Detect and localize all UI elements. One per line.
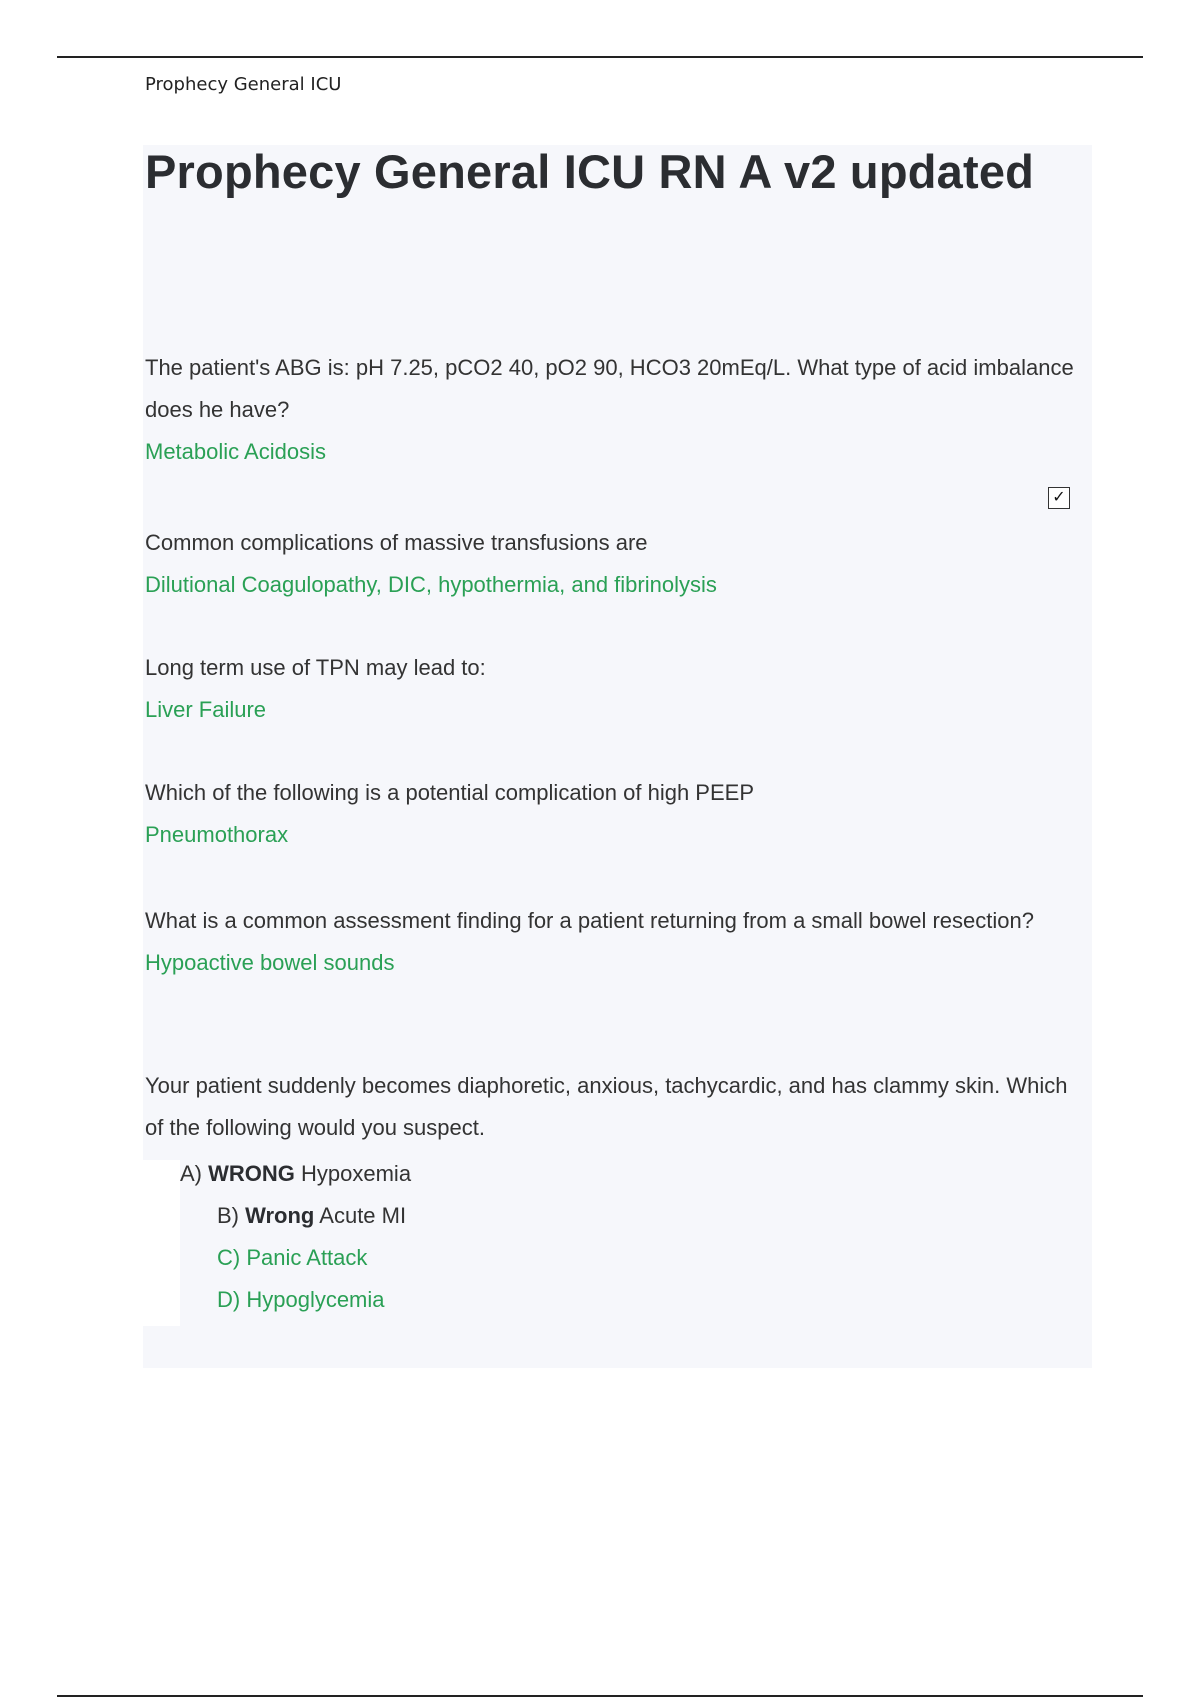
option-b [180, 1195, 780, 1237]
option-a [180, 1153, 780, 1195]
option-text: Panic Attack [246, 1245, 368, 1270]
question-text: What is a common assessment finding for a patient returning from a small bowel resection? [145, 908, 1034, 933]
qa-item-1 [145, 347, 1090, 473]
question-text: Common complications of massive transfusions are [145, 530, 648, 555]
qa-item-3 [145, 647, 1090, 731]
question-text: Long term use of TPN may lead to: [145, 655, 486, 680]
option-text: Hypoglycemia [246, 1287, 385, 1312]
checkbox-checked-icon[interactable]: ✓ [1048, 487, 1070, 509]
document-title: Prophecy General ICU RN A v2 updated [145, 145, 1035, 198]
option-text: Acute MI [319, 1203, 407, 1228]
options-indent-gap [143, 1160, 180, 1326]
answer-text: Metabolic Acidosis [145, 439, 326, 464]
question-text: The patient's ABG is: pH 7.25, pCO2 40, pO2 90, HCO3 20mEq/L. What type of acid imbalance does he have? [145, 355, 1074, 422]
option-verdict: WRONG [208, 1161, 295, 1186]
option-c [180, 1237, 780, 1279]
option-verdict: Wrong [245, 1203, 315, 1228]
qa-item-2 [145, 522, 1090, 606]
answer-text: Hypoactive bowel sounds [145, 950, 395, 975]
option-d [180, 1279, 780, 1321]
option-letter: A) [180, 1161, 202, 1186]
question-text: Your patient suddenly becomes diaphoretic, anxious, tachycardic, and has clammy skin. Which of the following would you suspect. [145, 1073, 1068, 1140]
answer-text: Dilutional Coagulopathy, DIC, hypothermia, and fibrinolysis [145, 572, 717, 597]
answer-options [180, 1153, 780, 1321]
qa-item-5 [145, 900, 1090, 984]
option-letter: C) [217, 1245, 241, 1270]
answer-text: Liver Failure [145, 697, 267, 722]
question-text: Which of the following is a potential complication of high PEEP [145, 780, 754, 805]
answer-text: Pneumothorax [145, 822, 289, 847]
option-text: Hypoxemia [301, 1161, 412, 1186]
qa-item-4 [145, 772, 1090, 856]
option-letter: D) [217, 1287, 241, 1312]
qa-item-6 [145, 1065, 1090, 1149]
top-rule [57, 56, 1143, 58]
running-header: Prophecy General ICU [145, 74, 342, 95]
bottom-rule [57, 1695, 1143, 1697]
option-letter: B) [217, 1203, 239, 1228]
